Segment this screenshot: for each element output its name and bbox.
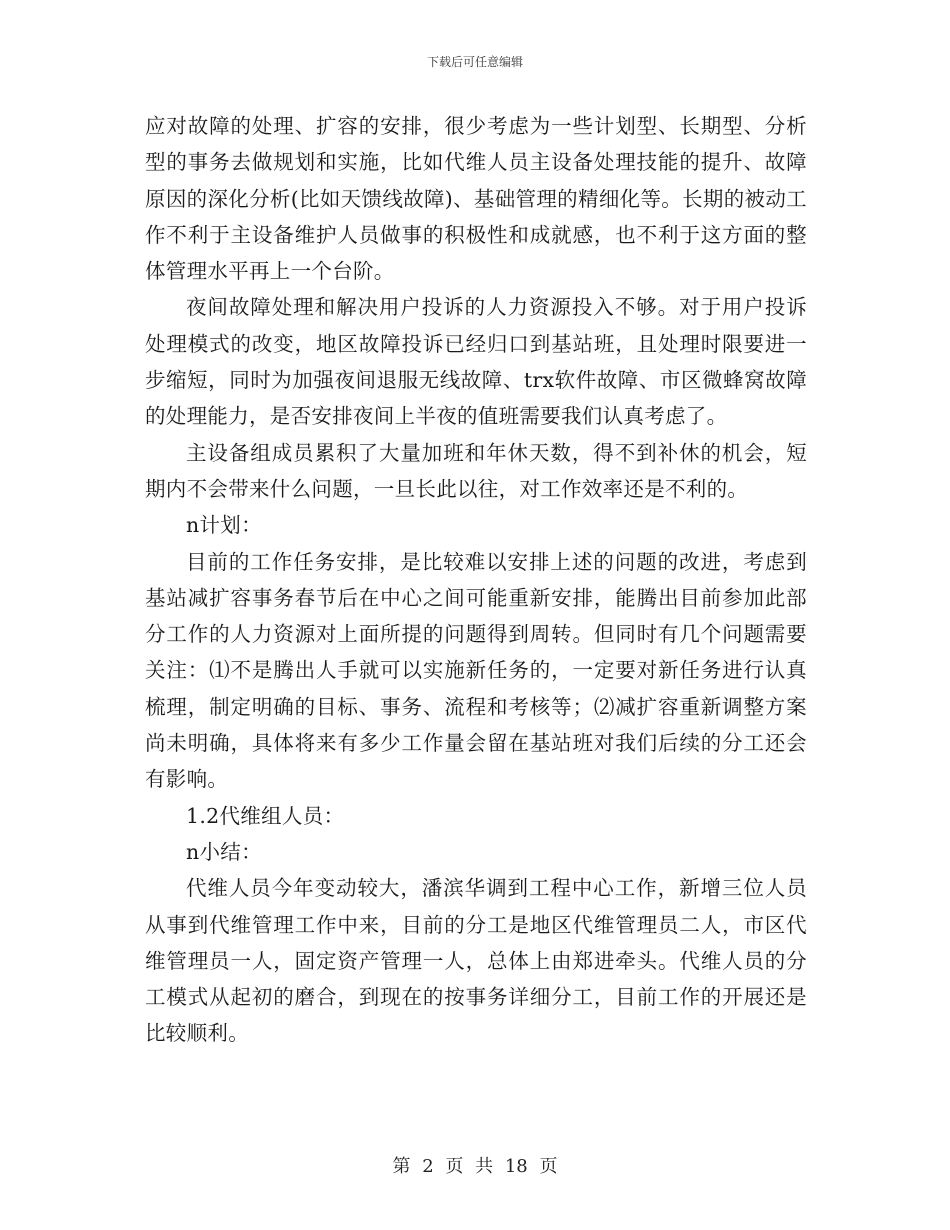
paragraph-summary: 代维人员今年变动较大，潘滨华调到工程中心工作，新增三位人员从事到代维管理工作中来，目前的分工是地区代维管理员二人，市区代维管理员一人，固定资产管理一人，总体上由郑进牵头。代维人员的分工模式从起初的磨合，到现在的按事务详细分工，目前工作的开展还是比较顺利。 [145, 876, 807, 1046]
heading-plan: n计划： [186, 513, 262, 538]
heading-section-1-2: 1.2代维组人员： [186, 803, 345, 828]
document-body [145, 108, 807, 1052]
page-header: 下载后可任意编辑 [426, 55, 523, 69]
paragraph-overtime: 主设备组成员累积了大量加班和年休天数，得不到补休的机会，短期内不会带来什么问题，一旦长此以往，对工作效率还是不利的。 [145, 440, 807, 501]
heading-summary: n小结： [186, 839, 262, 864]
paragraph-continuation: 应对故障的处理、扩容的安排，很少考虑为一些计划型、长期型、分析型的事务去做规划和实施，比如代维人员主设备处理技能的提升、故障原因的深化分析(比如天馈线故障)、基础管理的精细化等。长期的被动工作不利于主设备维护人员做事的积极性和成就感，也不利于这方面的整体管理水平再上一个台阶。 [145, 114, 807, 284]
page-number: 第 2 页 共 18 页 [392, 1156, 558, 1177]
paragraph-plan: 目前的工作任务安排，是比较难以安排上述的问题的改进，考虑到基站减扩容事务春节后在中心之间可能重新安排，能腾出目前参加此部分工作的人力资源对上面所提的问题得到周转。但同时有几个问题需要关注：⑴不是腾出人手就可以实施新任务的，一定要对新任务进行认真梳理，制定明确的目标、事务、流程和考核等；⑵减扩容重新调整方案尚未明确，具体将来有多少工作量会留在基站班对我们后续的分工还会有影响。 [145, 549, 807, 792]
paragraph-night-fault: 夜间故障处理和解决用户投诉的人力资源投入不够。对于用户投诉处理模式的改变，地区故障投诉已经归口到基站班，且处理时限要进一步缩短，同时为加强夜间退服无线故障、trx软件故障、市区微蜂窝故障的处理能力，是否安排夜间上半夜的值班需要我们认真考虑了。 [145, 295, 807, 429]
